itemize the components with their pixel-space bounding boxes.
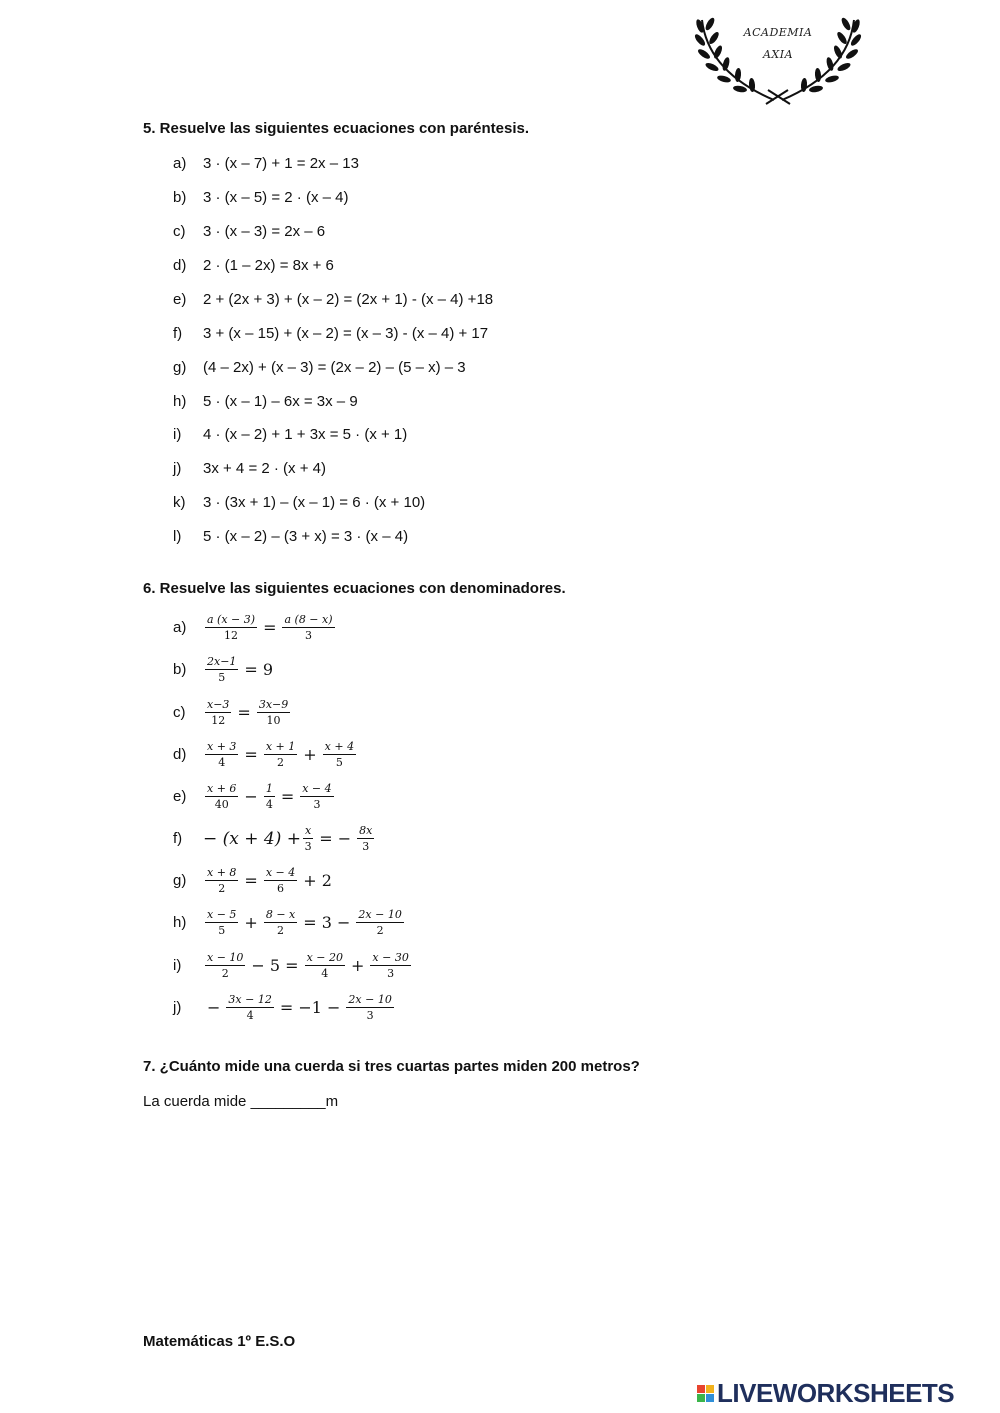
equation: 3 · (x – 5) = 2 · (x – 4) [203,188,349,206]
fraction [264,782,275,811]
fraction [305,951,345,980]
equation: 5 · (x – 1) – 6x = 3x – 9 [203,392,358,410]
operator: + 2 [303,871,332,890]
section-5-title: 5. Resuelve las siguientes ecuaciones con paréntesis. [143,120,530,137]
equation [203,993,396,1022]
equation: (4 – 2x) + (x – 3) = (2x – 2) – (5 – x) – 3 [203,358,466,376]
list-item [173,866,336,895]
denominator: 4 [246,1009,254,1022]
numerator: x−3 [207,698,230,711]
list-item [173,655,277,684]
fraction [205,740,238,769]
numerator: x [305,824,312,837]
answer-line[interactable]: La cuerda mide _________m [143,1093,339,1110]
list-item [173,219,325,243]
numerator: x − 4 [302,782,332,795]
equation: 3x + 4 = 2 · (x + 4) [203,459,326,477]
list-item [173,422,407,446]
denominator: 2 [218,882,226,895]
square-green [697,1394,705,1402]
brand-squares-icon [697,1385,714,1402]
denominator: 5 [335,756,343,769]
list-item [173,908,406,937]
operator: = [237,703,251,722]
item-label: d) [173,746,187,763]
denominator: 12 [211,714,226,727]
item-label: h) [173,914,187,931]
numerator: 8 − x [265,908,296,921]
numerator: 8x [359,824,373,837]
equation [203,655,277,684]
list-item [173,824,376,853]
equation: 3 · (x – 7) + 1 = 2x – 13 [203,154,359,172]
equation [203,951,413,980]
fraction [205,613,257,642]
denominator: 3 [366,1009,374,1022]
denominator: 3 [313,798,321,811]
list-item [173,740,358,769]
operator: = [244,871,258,890]
list-item [173,490,425,514]
item-label: g) [173,872,187,889]
item-label: f) [173,324,183,342]
fraction [303,824,313,853]
numerator: 2x − 10 [358,908,402,921]
fraction [300,782,333,811]
item-label: i) [173,425,182,443]
list-item [173,355,466,379]
equation [203,824,376,853]
brand-name: LIVEWORKSHEETS [717,1378,955,1408]
item-label: c) [173,222,186,240]
operator: = 3 − [303,913,351,932]
fraction [357,824,374,853]
item-label: b) [173,188,187,206]
item-label: f) [173,830,183,847]
operator: = [263,618,277,637]
numerator: x − 30 [372,951,409,964]
academy-logo [688,12,868,107]
fraction [205,655,238,684]
item-label: b) [173,661,187,678]
denominator: 2 [221,967,229,980]
numerator: a (8 − x) [284,613,333,626]
numerator: x + 3 [207,740,237,753]
operator: = [280,787,295,806]
fraction [257,698,290,727]
denominator: 3 [362,840,370,853]
page-footer: Matemáticas 1º E.S.O [143,1333,296,1350]
fraction [205,908,238,937]
fraction [264,740,297,769]
fraction [205,698,231,727]
denominator: 4 [218,756,226,769]
operator: = − [319,829,352,848]
operator: − [207,998,221,1017]
operator: + [244,913,258,932]
operator: = −1 − [279,998,341,1017]
list-item [173,993,396,1022]
equation: 2 + (2x + 3) + (x – 2) = (2x + 1) - (x – 4) +18 [203,290,494,308]
numerator: 2x − 10 [348,993,392,1006]
list-item [173,456,326,480]
fraction [282,613,334,642]
list-item [173,613,337,642]
denominator: 10 [266,714,281,727]
denominator: 2 [277,924,285,937]
fraction [356,908,403,937]
item-label: g) [173,358,187,376]
square-red [697,1385,705,1393]
liveworksheets-brand[interactable] [697,1378,954,1409]
numerator: a (x − 3) [207,613,256,626]
numerator: x − 4 [265,866,296,879]
fraction [370,951,410,980]
denominator: 2 [277,756,285,769]
item-label: k) [173,493,186,511]
denominator: 5 [218,924,226,937]
item-label: a) [173,619,187,636]
fraction [346,993,393,1022]
equation: 3 · (3x + 1) – (x – 1) = 6 · (x + 10) [203,493,426,511]
equation [203,698,292,727]
equation [203,908,406,937]
equation: 3 · (x – 3) = 2x – 6 [203,222,326,240]
denominator: 3 [387,967,395,980]
item-label: j) [173,999,182,1016]
equation: 5 · (x – 2) – (3 + x) = 3 · (x – 4) [203,527,409,545]
denominator: 2 [376,924,384,937]
denominator: 3 [305,629,312,642]
list-item [173,782,336,811]
denominator: 4 [321,967,329,980]
numerator: 3x−9 [258,698,289,711]
equation: 4 · (x – 2) + 1 + 3x = 5 · (x + 1) [203,425,408,443]
logo-text-line1: ACADEMIA [743,26,813,39]
operator: − 5 = [251,956,299,975]
fraction [205,866,238,895]
fraction [323,740,356,769]
denominator: 12 [224,629,239,642]
list-item [173,951,413,980]
equation [203,740,358,769]
numerator: 2x−1 [207,655,237,668]
denominator: 5 [218,671,226,684]
list-item [173,389,358,413]
expression: − (x + 4) + [203,828,302,849]
item-label: e) [173,290,187,308]
equation [203,866,336,895]
item-label: l) [173,527,182,545]
denominator: 4 [265,798,273,811]
fraction [226,993,273,1022]
numerator: x − 20 [306,951,344,964]
fraction [264,866,297,895]
list-item [173,524,408,548]
fraction [264,908,297,937]
operator: = [244,745,258,764]
list-item [173,287,493,311]
operator: − [244,787,258,806]
list-item [173,151,359,175]
item-label: c) [173,704,186,721]
section-7-title: 7. ¿Cuánto mide una cuerda si tres cuartas partes miden 200 metros? [143,1058,640,1075]
fraction [205,782,238,811]
list-item [173,321,488,345]
item-label: d) [173,256,187,274]
item-label: a) [173,154,187,172]
operator: + [303,745,317,764]
numerator: 1 [265,782,273,795]
item-label: j) [173,459,182,477]
equation [203,782,336,811]
numerator: x − 10 [207,951,244,964]
equation: 2 · (1 – 2x) = 8x + 6 [203,256,334,274]
section-6-title: 6. Resuelve las siguientes ecuaciones con denominadores. [143,580,566,597]
operator: = 9 [244,660,274,679]
list-item [173,253,334,277]
list-item [173,185,348,209]
numerator: x + 6 [207,782,237,795]
numerator: x − 5 [207,908,237,921]
denominator: 3 [304,840,312,853]
numerator: x + 4 [324,740,355,753]
logo-text-line2: AXIA [762,48,794,61]
square-yellow [706,1385,714,1393]
item-label: e) [173,788,187,805]
fraction [205,951,245,980]
item-label: i) [173,957,182,974]
equation: 3 + (x – 15) + (x – 2) = (x – 3) - (x – 4) + 17 [203,324,489,342]
numerator: 3x − 12 [228,993,272,1006]
equation [203,613,337,642]
numerator: x + 1 [265,740,296,753]
denominator: 40 [214,798,229,811]
item-label: h) [173,392,187,410]
square-blue [706,1394,714,1402]
numerator: x + 8 [207,866,237,879]
operator: + [351,956,365,975]
list-item [173,698,292,727]
denominator: 6 [277,882,285,895]
